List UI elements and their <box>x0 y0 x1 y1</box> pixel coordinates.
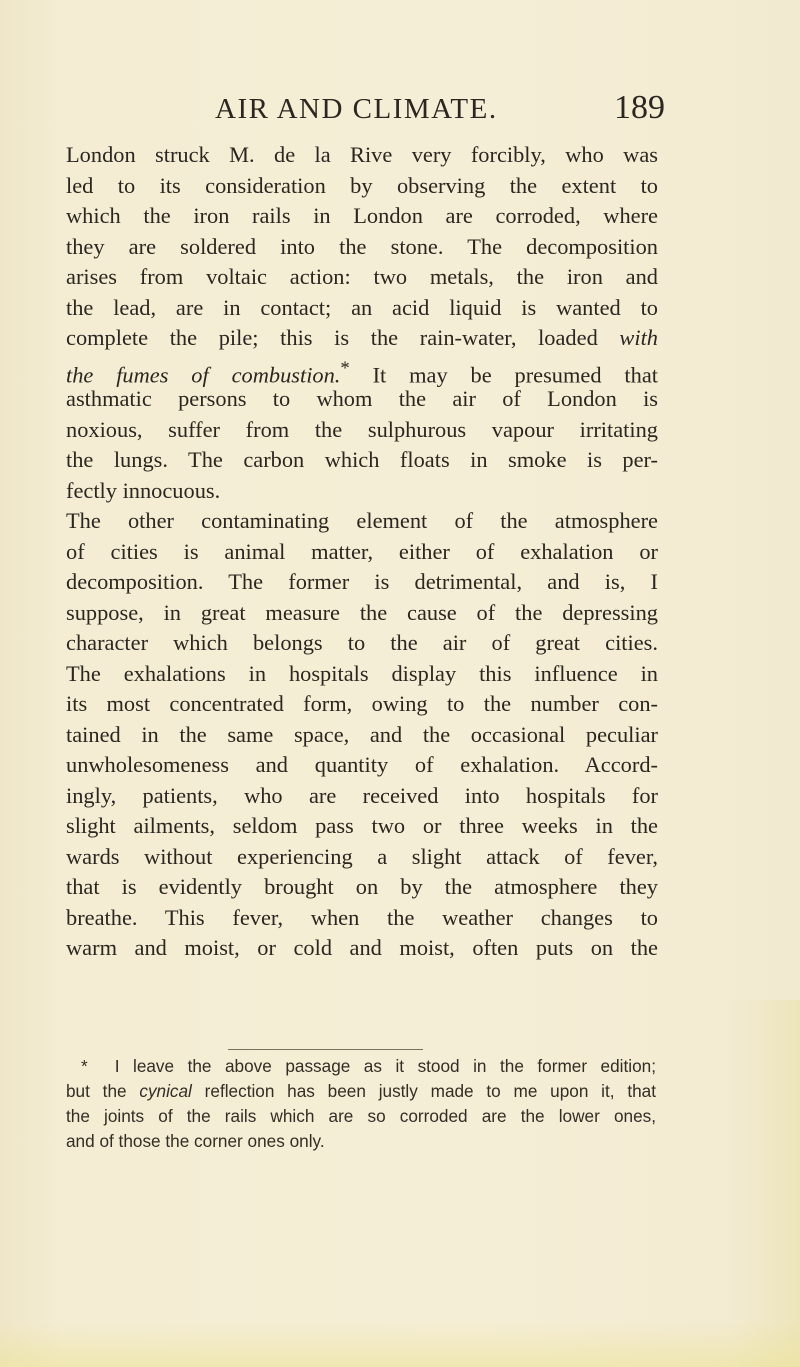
footnote-text: reflection has been justly made to me upon it, that <box>191 1081 656 1101</box>
running-title: AIR AND CLIMATE. <box>215 93 498 125</box>
text-segment: It may be presumed that <box>349 361 658 387</box>
text-line: wards without experiencing a slight attack of fever, <box>66 843 658 869</box>
footnote-rule <box>228 1049 423 1050</box>
footnote-reference: * <box>340 357 350 379</box>
footnote-marker: * <box>81 1056 88 1076</box>
text-line: which the iron rails in London are corroded, where <box>66 203 658 228</box>
text-line: led to its consideration by observing the extent to <box>66 172 658 198</box>
footnote-line <box>66 1079 656 1104</box>
text-line-with-italic <box>66 323 658 354</box>
text-line: character which belongs to the air of great cities. <box>66 630 658 655</box>
italic-segment: with <box>619 325 658 350</box>
footnote-text: but the <box>66 1081 140 1101</box>
text-line: its most concentrated form, owing to the number con- <box>66 691 658 716</box>
text-line: breathe. This fever, when the weather changes to <box>66 904 658 930</box>
text-line: warm and moist, or cold and moist, often puts on the <box>66 935 658 960</box>
text-line: decomposition. The former is detrimental, and is, I <box>66 569 658 594</box>
text-line: The exhalations in hospitals display this influence in <box>66 660 658 686</box>
paper-discoloration <box>0 1320 800 1367</box>
paper-stain <box>730 1000 800 1367</box>
footnote-line: and of those the corner ones only. <box>66 1131 325 1151</box>
text-line: suppose, in great measure the cause of the depressing <box>66 599 658 625</box>
text-line: The other contaminating element of the atmosphere <box>66 508 658 533</box>
text-line: of cities is animal matter, either of exhalation or <box>66 538 658 564</box>
text-line: ingly, patients, who are received into hospitals for <box>66 782 658 808</box>
text-line: the lead, are in contact; an acid liquid is wanted to <box>66 294 658 320</box>
footnote-line: the joints of the rails which are so corroded are the lower ones, <box>66 1106 656 1126</box>
text-line-with-footnote-ref <box>66 354 658 385</box>
page-number: 189 <box>614 89 665 126</box>
text-line: arises from voltaic action: two metals, the iron and <box>66 264 658 289</box>
text-line: unwholesomeness and quantity of exhalation. Accord- <box>66 752 658 777</box>
text-line: fectly innocuous. <box>66 477 221 503</box>
text-line: slight ailments, seldom pass two or three weeks in the <box>66 813 658 838</box>
footnote-text: I leave the above passage as it stood in the former edition; <box>114 1056 656 1076</box>
footnote-italic: cynical <box>139 1081 192 1101</box>
running-head <box>215 89 665 133</box>
text-line: tained in the same space, and the occasional peculiar <box>66 721 658 747</box>
footnote <box>66 1054 656 1154</box>
text-line: they are soldered into the stone. The decomposition <box>66 233 658 259</box>
text-line: that is evidently brought on by the atmosphere they <box>66 874 658 899</box>
text-line: the lungs. The carbon which floats in smoke is per- <box>66 447 658 472</box>
italic-segment: the fumes of combustion. <box>66 361 341 387</box>
text-segment: complete the pile; this is the rain-water, loaded <box>66 325 620 350</box>
text-line: noxious, suffer from the sulphurous vapour irritating <box>66 416 658 442</box>
text-line: London struck M. de la Rive very forcibly, who was <box>66 142 658 167</box>
footnote-line <box>66 1054 656 1079</box>
body-text <box>66 140 658 964</box>
text-line: asthmatic persons to whom the air of London is <box>66 386 658 411</box>
